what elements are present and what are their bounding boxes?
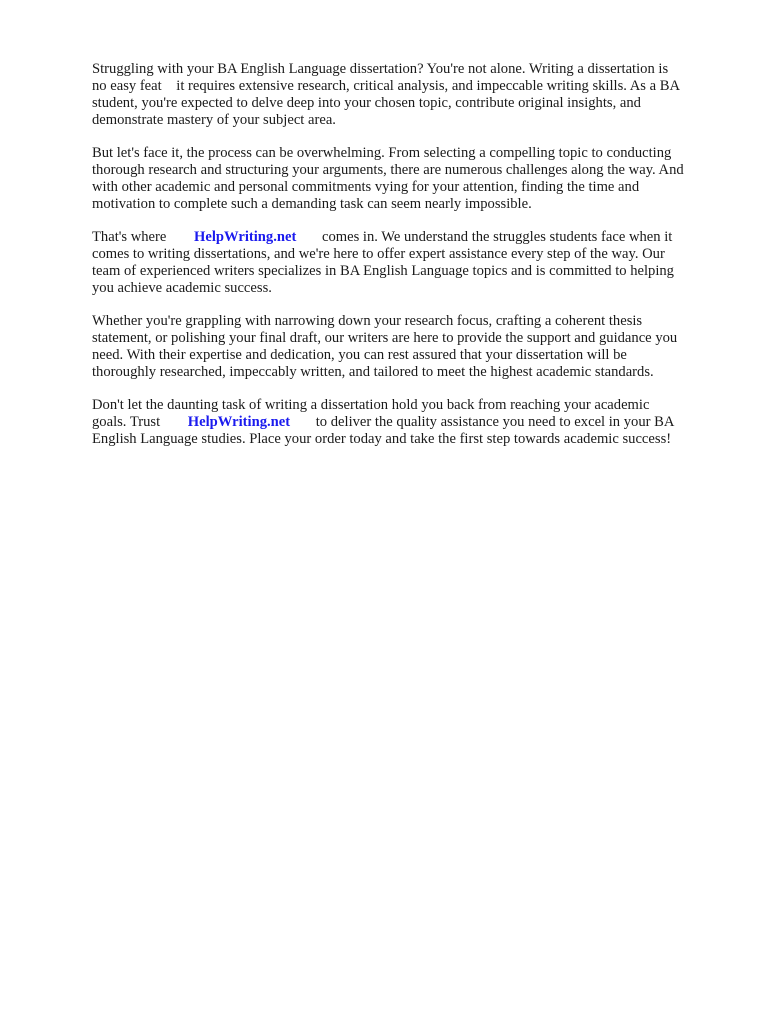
paragraph-call-to-action — [92, 397, 726, 448]
text-line: English Language studies. Place your order today and take the first step towards academic success! — [92, 431, 672, 447]
text-line: Whether you're grappling with narrowing down your research focus, crafting a coherent thesis — [92, 313, 643, 329]
helpwriting-link[interactable]: HelpWriting.net — [194, 229, 297, 245]
text-line: Don't let the daunting task of writing a dissertation hold you back from reaching your academic — [92, 397, 650, 413]
paragraph-challenges — [92, 145, 726, 213]
helpwriting-link[interactable]: HelpWriting.net — [187, 414, 291, 430]
text-segment: comes in. We understand the struggles students face when it — [321, 229, 673, 245]
text-line: motivation to complete such a demanding task can seem nearly impossible. — [92, 196, 532, 212]
text-segment: to deliver the quality assistance you need to excel in your BA — [315, 414, 675, 430]
text-line-with-link — [92, 229, 726, 246]
text-line: But let's face it, the process can be overwhelming. From selecting a compelling topic to conducting — [92, 145, 672, 161]
text-line: thoroughly researched, impeccably written, and tailored to meet the highest academic standards. — [92, 364, 654, 380]
text-segment: That's where — [92, 229, 167, 245]
text-line: no easy feat it requires extensive research, critical analysis, and impeccable writing skills. As a BA — [92, 78, 681, 94]
text-line: demonstrate mastery of your subject area. — [92, 112, 336, 128]
text-line: thorough research and structuring your arguments, there are numerous challenges along the way. And — [92, 162, 684, 178]
text-line-with-link — [92, 414, 726, 431]
text-line: Struggling with your BA English Language dissertation? You're not alone. Writing a dissertation is — [92, 61, 669, 77]
text-line: with other academic and personal commitments vying for your attention, finding the time and — [92, 179, 640, 195]
text-segment: goals. Trust — [92, 414, 161, 430]
paragraph-helpwriting — [92, 229, 726, 297]
document-body — [92, 61, 726, 464]
text-line: need. With their expertise and dedication, you can rest assured that your dissertation will be — [92, 347, 627, 363]
text-line: you achieve academic success. — [92, 280, 272, 296]
text-line: comes to writing dissertations, and we're here to offer expert assistance every step of the way. Our — [92, 246, 665, 262]
text-line: student, you're expected to delve deep into your chosen topic, contribute original insights, and — [92, 95, 641, 111]
paragraph-support — [92, 313, 726, 381]
paragraph-intro — [92, 61, 726, 129]
text-line: team of experienced writers specializes in BA English Language topics and is committed to helping — [92, 263, 674, 279]
text-line: statement, or polishing your final draft, our writers are here to provide the support and guidance you — [92, 330, 678, 346]
